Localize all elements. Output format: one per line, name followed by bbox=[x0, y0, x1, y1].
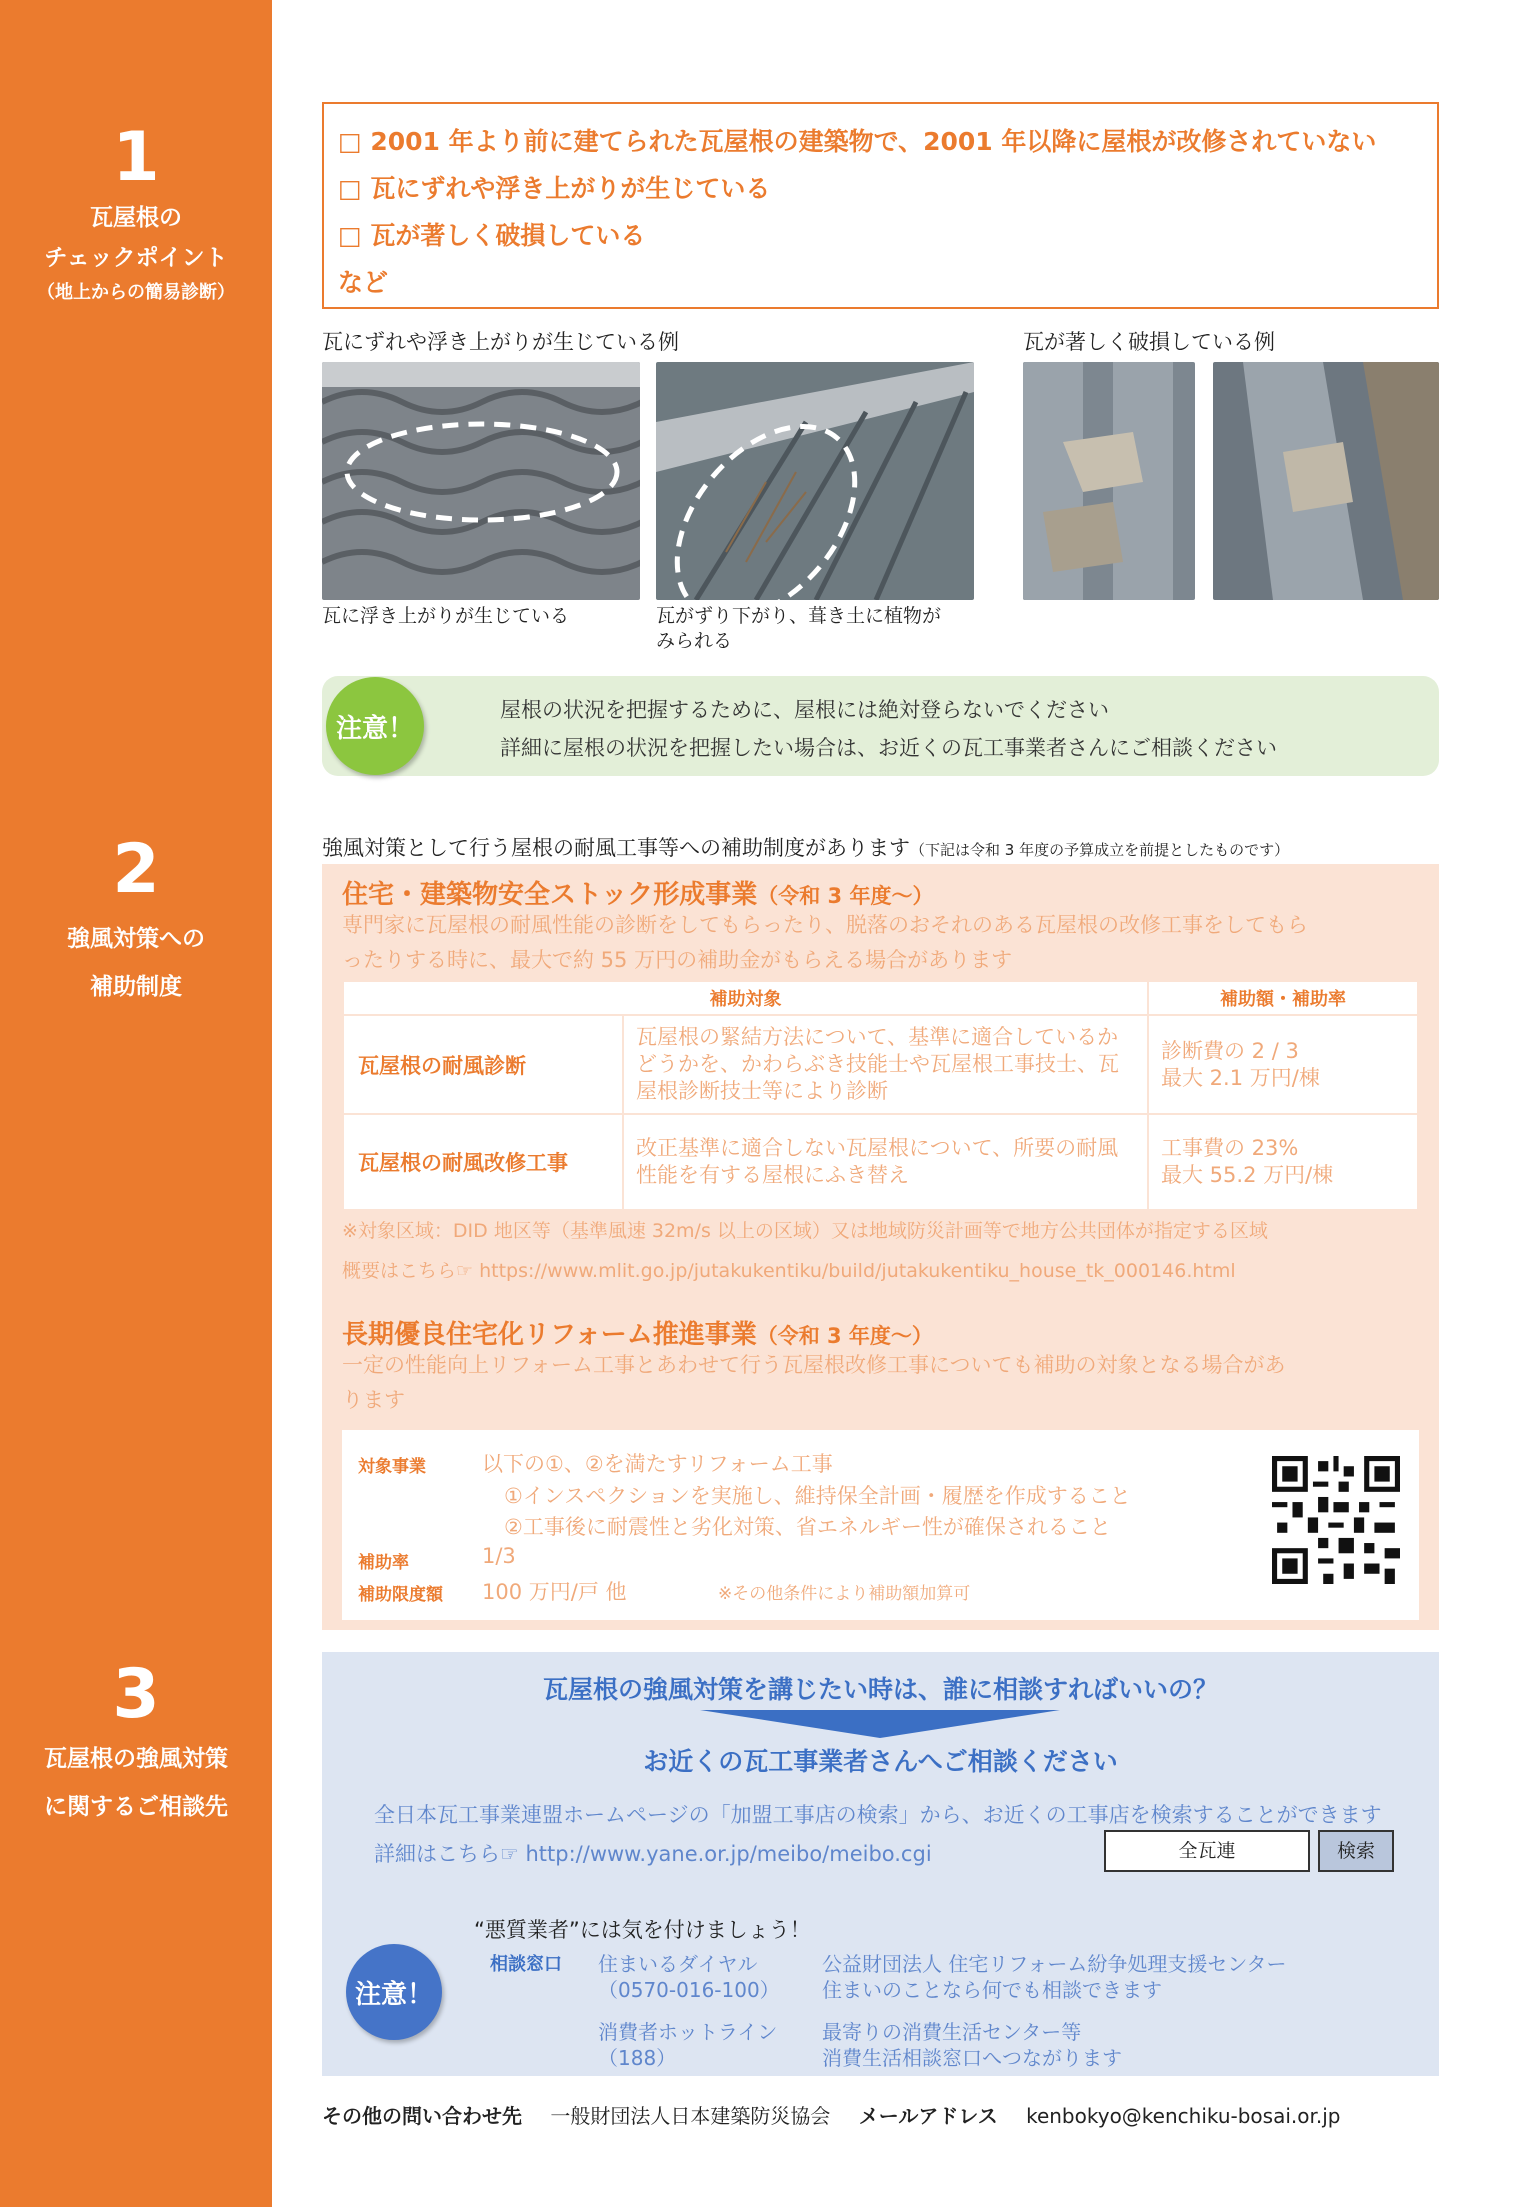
window-1-org: 公益財団法人 住宅リフォーム紛争処理支援センター bbox=[822, 1952, 1287, 1976]
consult-question: 瓦屋根の強風対策を講じたい時は、誰に相談すればいいの？ bbox=[542, 1675, 1218, 1704]
section-2-number: 2 bbox=[112, 830, 160, 909]
rate-value: 1/3 bbox=[482, 1544, 516, 1568]
table-header-target: 補助対象 bbox=[343, 981, 1148, 1015]
window-2-name: 消費者ホットライン bbox=[598, 2020, 778, 2044]
row-1-name: 瓦屋根の耐風診断 bbox=[343, 1015, 623, 1114]
condition-2: ②工事後に耐震性と劣化対策、省エネルギー性が確保されること bbox=[504, 1515, 1111, 1539]
search-input[interactable]: 全瓦連 bbox=[1104, 1830, 1310, 1872]
qr-code[interactable] bbox=[1272, 1456, 1400, 1584]
search-button[interactable]: 検索 bbox=[1318, 1830, 1394, 1872]
label-consult-window: 相談窓口 bbox=[490, 1954, 562, 1975]
window-1-tel: （0570-016-100） bbox=[598, 1978, 780, 2002]
window-2-tel: （188） bbox=[598, 2046, 677, 2070]
subsidy-intro: 強風対策として行う屋根の耐風工事等への補助制度があります（下記は令和 3 年度の予算成立を前提としたものです） bbox=[322, 836, 1290, 860]
program-1-title: 住宅・建築物安全ストック形成事業（令和 3 年度～） bbox=[342, 880, 934, 910]
photo-damaged-tile-1 bbox=[1023, 362, 1195, 600]
footer-contact: その他の問い合わせ先 一般財団法人日本建築防災協会 メールアドレス kenbokyo@kenchiku-bosai.or.jp bbox=[322, 2104, 1341, 2128]
program-1-table bbox=[342, 980, 1419, 1211]
footer-email[interactable]: kenbokyo@kenchiku-bosai.or.jp bbox=[1026, 2104, 1341, 2128]
notice-line-2: 詳細に屋根の状況を把握したい場合は、お近くの瓦工事業者さんにご相談ください bbox=[500, 736, 1277, 760]
table-header-amount: 補助額・補助率 bbox=[1148, 981, 1418, 1015]
label-target: 対象事業 bbox=[358, 1457, 426, 1477]
notice-line-1: 屋根の状況を把握するために、屋根には絶対登らないでください bbox=[500, 698, 1109, 722]
check-item-2: □ 瓦にずれや浮き上がりが生じている bbox=[338, 174, 771, 203]
window-1-name: 住まいるダイヤル bbox=[598, 1952, 758, 1976]
notice-do-not-climb bbox=[322, 676, 1439, 776]
consult-link[interactable]: 詳細はこちら☞ http://www.yane.or.jp/meibo/meibo.cgi bbox=[374, 1842, 932, 1866]
section-2-label: 強風対策への 補助制度 bbox=[67, 926, 205, 1000]
target-value: 以下の①、②を満たすリフォーム工事 bbox=[482, 1452, 833, 1476]
consult-notice-badge: 注意！ bbox=[346, 1944, 442, 2040]
photo-group-1-title: 瓦にずれや浮き上がりが生じている例 bbox=[322, 330, 679, 354]
window-2-desc: 消費生活相談窓口へつながります bbox=[822, 2046, 1122, 2070]
row-2-name: 瓦屋根の耐風改修工事 bbox=[343, 1114, 623, 1210]
target-area-note: ※対象区域：DID 地区等（基準風速 32m/s 以上の区域）又は地域防災計画等で地方公共団体が指定する区域 bbox=[342, 1220, 1268, 1242]
check-etc: など bbox=[338, 268, 389, 297]
table-row bbox=[343, 1015, 1418, 1114]
consult-text-1: 全日本瓦工事業連盟ホームページの「加盟工事店の検索」から、お近くの工事店を検索することができます bbox=[374, 1803, 1382, 1827]
program-2-details bbox=[342, 1430, 1419, 1620]
sidebar bbox=[0, 0, 272, 2207]
table-row bbox=[343, 1114, 1418, 1210]
consultation-panel bbox=[322, 1652, 1439, 2076]
check-item-3: □ 瓦が著しく破損している bbox=[338, 221, 646, 250]
program-2-title: 長期優良住宅化リフォーム推進事業（令和 3 年度～） bbox=[342, 1320, 933, 1350]
program-2-desc-1: 一定の性能向上リフォーム工事とあわせて行う瓦屋根改修工事についても補助の対象となる場合があ bbox=[342, 1353, 1286, 1377]
program-2-desc-2: ります bbox=[342, 1388, 405, 1412]
section-3-label: 瓦屋根の強風対策 に関するご相談先 bbox=[44, 1746, 228, 1820]
limit-note: ※その他条件により補助額加算可 bbox=[718, 1584, 971, 1604]
photo-damaged-tile-2 bbox=[1213, 362, 1439, 600]
window-1-desc: 住まいのことなら何でも相談できます bbox=[822, 1978, 1162, 2002]
photo-caption-2b: みられる bbox=[656, 630, 733, 652]
limit-value: 100 万円/戸 他 bbox=[482, 1580, 627, 1604]
row-1-desc: 瓦屋根の緊結方法について、基準に適合しているかどうかを、かわらぶき技能士や瓦屋根工事技士、瓦屋根診断技士等により診断 bbox=[623, 1015, 1148, 1114]
program-1-desc-2: ったりする時に、最大で約 55 万円の補助金がもらえる場合があります bbox=[342, 948, 1013, 972]
check-item-1: □ 2001 年より前に建てられた瓦屋根の建築物で、2001 年以降に屋根が改修されていない bbox=[338, 127, 1377, 156]
checklist-panel bbox=[322, 102, 1439, 309]
condition-1: ①インスペクションを実施し、維持保全計画・履歴を作成すること bbox=[504, 1484, 1131, 1508]
section-1-label: 瓦屋根の チェックポイント （地上からの簡易診断） bbox=[37, 205, 235, 303]
consult-answer: お近くの瓦工事業者さんへご相談ください bbox=[643, 1747, 1118, 1776]
section-3-number: 3 bbox=[112, 1655, 160, 1734]
photo-group-2-title: 瓦が著しく破損している例 bbox=[1023, 330, 1275, 354]
label-rate: 補助率 bbox=[358, 1553, 409, 1573]
arrow-down-icon bbox=[700, 1710, 1060, 1738]
program-1-link[interactable]: 概要はこちら☞ https://www.mlit.go.jp/jutakukentiku/build/jutakukentiku_house_tk_000146.html bbox=[342, 1260, 1236, 1282]
photo-lifted-tiles bbox=[322, 362, 640, 600]
photo-slipped-tiles bbox=[656, 362, 974, 600]
photo-caption-2a: 瓦がずり下がり、葺き土に植物が bbox=[656, 605, 942, 627]
warn-title: “悪質業者”には気を付けましょう！ bbox=[474, 1918, 811, 1942]
row-2-desc: 改正基準に適合しない瓦屋根について、所要の耐風性能を有する屋根にふき替え bbox=[623, 1114, 1148, 1210]
row-2-amount: 工事費の 23% 最大 55.2 万円/棟 bbox=[1148, 1114, 1418, 1210]
subsidy-panel bbox=[322, 864, 1439, 1630]
window-2-org: 最寄りの消費生活センター等 bbox=[822, 2020, 1082, 2044]
label-limit: 補助限度額 bbox=[358, 1585, 443, 1605]
section-1-number: 1 bbox=[112, 118, 160, 197]
program-1-desc-1: 専門家に瓦屋根の耐風性能の診断をしてもらったり、脱落のおそれのある瓦屋根の改修工事をしてもら bbox=[342, 913, 1308, 937]
row-1-amount: 診断費の 2 / 3 最大 2.1 万円/棟 bbox=[1148, 1015, 1418, 1114]
notice-badge: 注意！ bbox=[326, 677, 424, 775]
photo-caption-1: 瓦に浮き上がりが生じている bbox=[322, 605, 570, 627]
